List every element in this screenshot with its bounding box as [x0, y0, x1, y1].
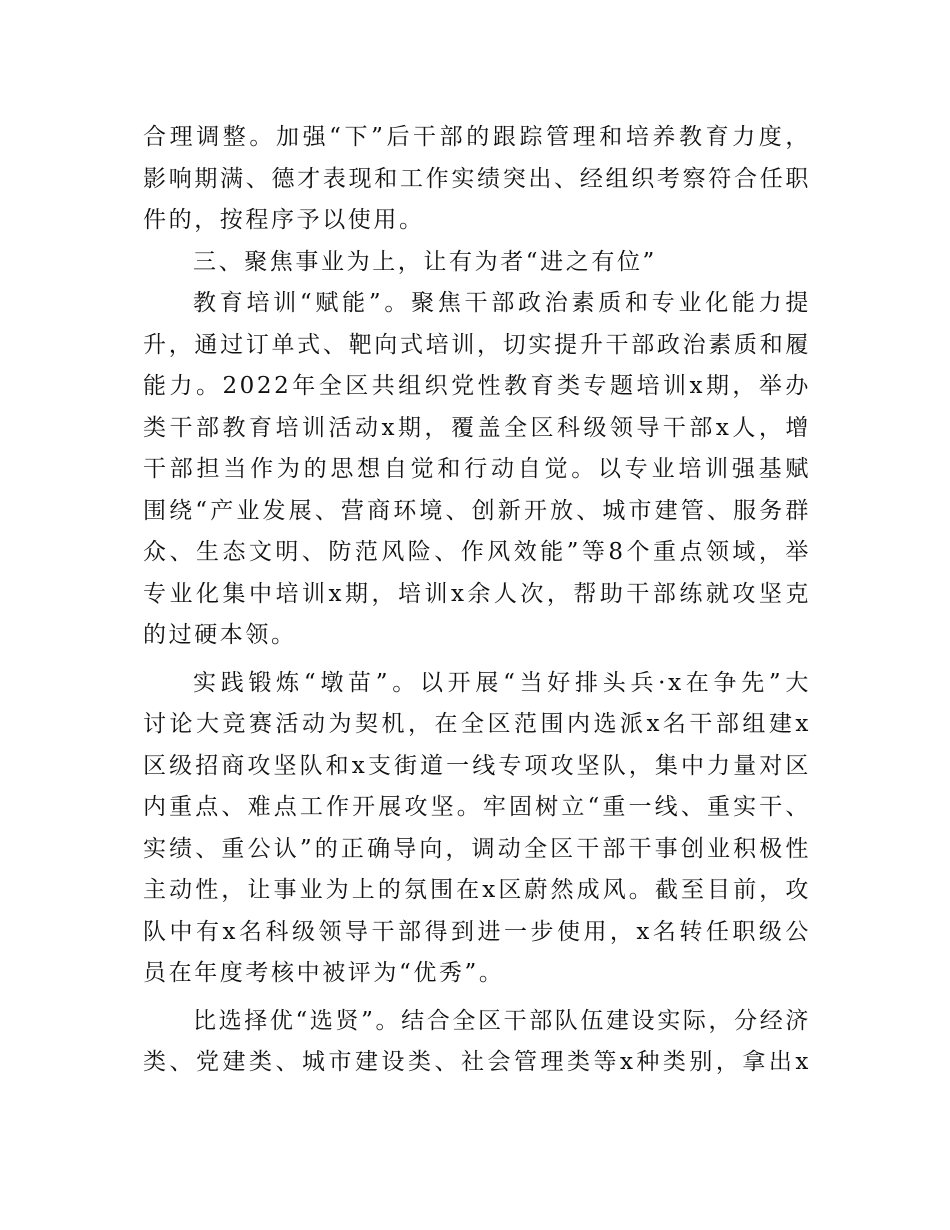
- paragraph-line: 区级招商攻坚队和x支街道一线专项攻坚队，集中力量对区: [143, 752, 811, 779]
- paragraph-line: 众、生态文明、防范风险、作风效能”等8个重点领域，举: [143, 539, 811, 565]
- paragraph-line: 实践锻炼“墩苗”。以开展“当好排头兵·x在争先”大: [193, 669, 811, 696]
- paragraph-line: 类、党建类、城市建设类、社会管理类等x种类别，拿出x: [143, 1049, 811, 1075]
- paragraph-line: 能力。2022年全区共组织党性教育类专题培训x期，举办: [143, 373, 811, 399]
- paragraph-line: 教育培训“赋能”。聚焦干部政治素质和专业化能力提: [193, 290, 811, 316]
- paragraph-line: 干部担当作为的思想自觉和行动自觉。以专业培训强基赋: [143, 456, 811, 482]
- paragraph-line: 影响期满、德才表现和工作实绩突出、经组织考察符合任职: [143, 165, 811, 192]
- paragraph-line: 内重点、难点工作开展攻坚。牢固树立“重一线、重实干、: [143, 794, 811, 820]
- paragraph-line: 合理调整。加强“下”后干部的跟踪管理和培养教育力度，: [143, 124, 811, 150]
- section-heading: 三、聚焦事业为上，让有为者“进之有位”: [193, 248, 657, 275]
- paragraph-line: 讨论大竞赛活动为契机，在全区范围内选派x名干部组建x: [143, 711, 811, 737]
- paragraph-line: 升，通过订单式、靶向式培训，切实提升干部政治素质和履: [143, 331, 811, 358]
- paragraph-line: 类干部教育培训活动x期，覆盖全区科级领导干部x人，增: [143, 414, 811, 441]
- document-body: [143, 117, 811, 1084]
- paragraph-line: 员在年度考核中被评为“优秀”。: [143, 960, 505, 986]
- paragraph-line: 围绕“产业发展、营商环境、创新开放、城市建管、服务群: [143, 497, 811, 524]
- paragraph-line: 实绩、重公认”的正确导向，调动全区干部干事创业积极性: [143, 835, 811, 862]
- paragraph-line: 主动性，让事业为上的氛围在x区蔚然成风。截至目前，攻: [143, 877, 811, 903]
- paragraph-line: 队中有x名科级领导干部得到进一步使用，x名转任职级公: [143, 918, 811, 945]
- paragraph-line: 的过硬本领。: [143, 622, 297, 648]
- paragraph-line: 件的，按程序予以使用。: [143, 207, 425, 233]
- paragraph-line: 专业化集中培训x期，培训x余人次，帮助干部练就攻坚克: [143, 580, 811, 607]
- paragraph-line: 比选择优“选贤”。结合全区干部队伍建设实际，分经济: [193, 1007, 811, 1034]
